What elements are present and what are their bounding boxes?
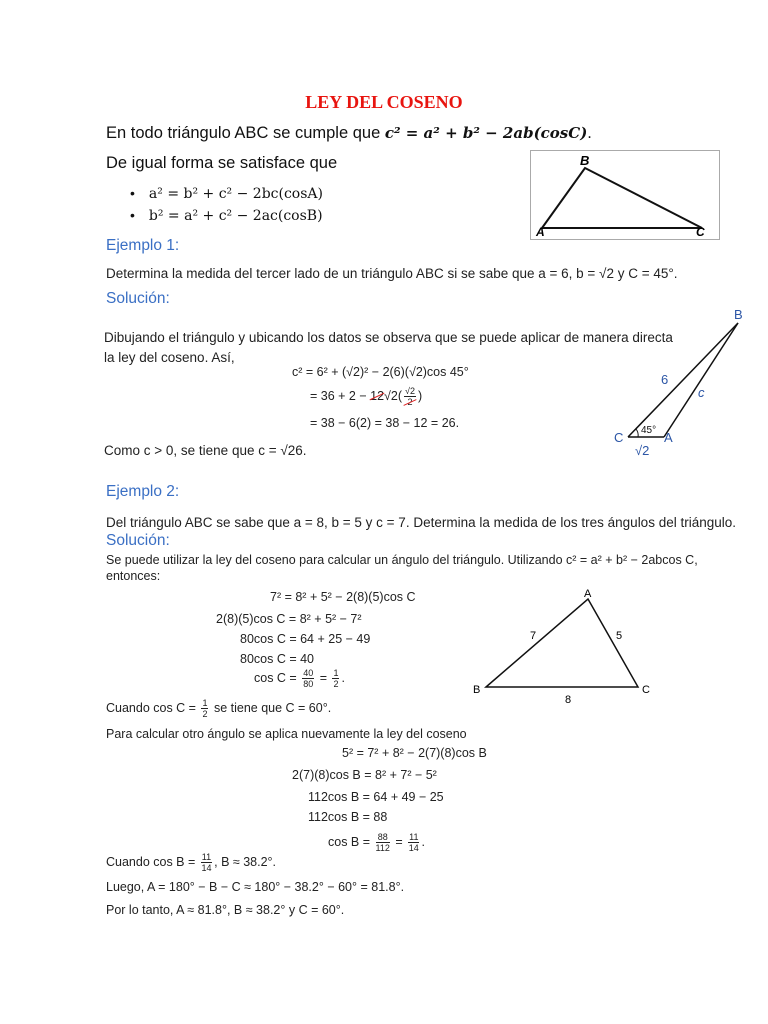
cuando2-a: Cuando cos B =: [106, 854, 199, 869]
equation-3-4: 112cos B = 88: [308, 810, 388, 824]
por-lo-tanto: Por lo tanto, A ≈ 81.8°, B ≈ 38.2° y C = 60°.: [106, 903, 345, 917]
eqb5-f2-num: 11: [409, 832, 419, 842]
eq2-frac-den: 2: [404, 397, 416, 407]
equation-3-3: 112cos B = 64 + 49 − 25: [308, 790, 444, 804]
equation-1-3: = 38 − 6(2) = 38 − 12 = 26.: [310, 416, 460, 430]
equation-2-1: 7² = 8² + 5² − 2(8)(5)cos C: [270, 590, 416, 604]
page-title: LEY DEL COSENO: [305, 92, 463, 112]
solution-2-text-1: Se puede utilizar la ley del coseno para calcular un ángulo del triángulo. Utilizando c² = a² + b² − 2abcos C,: [106, 553, 698, 567]
equation-3-1: 5² = 7² + 8² − 2(7)(8)cos B: [342, 746, 487, 760]
solution-1-text-2: la ley del coseno. Así,: [104, 350, 235, 365]
vertex-label-b: B: [580, 153, 590, 168]
ejemplo-1-problem: Determina la medida del tercer lado de un triángulo ABC si se sabe que a = 6, b = √2 y C = 45°.: [106, 266, 678, 281]
eq5-f2-den: 2: [333, 679, 339, 689]
eq2-part-b: √2: [384, 388, 398, 403]
equation-2-3: 80cos C = 64 + 25 − 49: [240, 632, 371, 646]
intro-period: .: [587, 124, 592, 142]
triangle-figure-2: [608, 305, 758, 465]
vertex-label-a: A: [536, 225, 545, 239]
eq2-part-a: = 36 + 2 −: [310, 388, 371, 403]
fig2-side-a: 6: [661, 372, 669, 387]
cuando1-num: 1: [202, 698, 208, 708]
ejemplo-2-heading: Ejemplo 2:: [106, 483, 180, 500]
eq5-f1-num: 40: [303, 668, 314, 678]
conclusion-1: Como c > 0, se tiene que c = √26.: [104, 443, 307, 458]
cuando1-a: Cuando cos C =: [106, 700, 200, 715]
equation-1-2: = 36 + 2 − 12√2( $\frac{√2}{2}$ ): [310, 386, 423, 407]
cuando2-b: , B ≈ 38.2°.: [214, 854, 277, 869]
solucion-1-heading: Solución:: [106, 290, 170, 307]
cuando-cos-c: [106, 698, 331, 719]
equation-2-2: 2(8)(5)cos C = 8² + 5² − 7²: [216, 612, 362, 626]
eq5-lhs: cos C =: [254, 670, 301, 685]
luego: Luego, A = 180° − B − C ≈ 180° − 38.2° − 60° = 81.8°.: [106, 880, 405, 894]
fig2-label-c: C: [614, 430, 624, 445]
fig3-side-8: 8: [565, 694, 572, 706]
eq2-struck: 12: [370, 388, 385, 403]
equation-2-4: 80cos C = 40: [240, 652, 315, 666]
solution-2-text-2: entonces:: [106, 569, 161, 583]
ejemplo-2-problem: Del triángulo ABC se sabe que a = 8, b = 5 y c = 7. Determina la medida de los tres ángulos del triángulo.: [106, 515, 736, 530]
eqb5-f1-den: 112: [375, 843, 390, 853]
eq2-frac-num: √2: [405, 386, 415, 396]
formula-b: b² = a² + c² − 2ac(cosB): [148, 208, 323, 224]
intro-line-2: De igual forma se satisface que: [106, 154, 338, 172]
fig3-side-7: 7: [530, 630, 537, 642]
solution-1-text-1: Dibujando el triángulo y ubicando los datos se observa que se puede aplicar de manera directa: [104, 330, 673, 345]
list-item: • b² = a² + c² − 2ac(cosB): [130, 207, 323, 224]
fig2-side-c: c: [698, 385, 705, 400]
cuando2-num: 11: [201, 852, 212, 862]
intro-text: En todo triángulo ABC se cumple que: [106, 124, 385, 142]
cuando1-den: 2: [202, 709, 208, 719]
fig2-angle: 45°: [641, 425, 657, 436]
ejemplo-1-heading: Ejemplo 1:: [106, 237, 180, 254]
equation-1-1: c² = 6² + (√2)² − 2(6)(√2)cos 45°: [292, 365, 469, 379]
triangle-figure-3: [470, 585, 660, 710]
formula-a: a² = b² + c² − 2bc(cosA): [148, 186, 323, 202]
formula-list: [130, 185, 323, 229]
eq5-f1-den: 80: [303, 679, 314, 689]
law-formula: c² = a² + b² − 2ab(cosC): [384, 124, 588, 142]
intro-line-1: [106, 124, 592, 143]
solucion-2-heading: Solución:: [106, 532, 170, 549]
fig3-label-b: B: [473, 684, 481, 696]
cuando2-den: 14: [201, 863, 212, 873]
eqb5-lhs: cos B =: [328, 834, 374, 849]
eqb5-f1-num: 88: [376, 832, 390, 843]
cuando-cos-b: [106, 852, 276, 873]
equation-2-5: cos C = $\frac{40}{80}$ = $\frac{1}{2}$ .: [254, 668, 345, 689]
vertex-label-c: C: [696, 225, 705, 239]
para-calcular: Para calcular otro ángulo se aplica nuevamente la ley del coseno: [106, 727, 467, 741]
eq5-f2-num: 1: [333, 668, 339, 678]
eqb5-f2-den: 14: [408, 843, 419, 853]
triangle-figure-1: [530, 150, 720, 240]
fig3-label-c: C: [642, 684, 650, 696]
fig2-label-a: A: [664, 430, 673, 445]
equation-3-2: 2(7)(8)cos B = 8² + 7² − 5²: [292, 768, 437, 782]
equation-3-5: cos B = $\frac{88}{112}$ = $\frac{11}{14}$ .: [328, 832, 425, 853]
fig3-label-a: A: [584, 588, 592, 600]
cuando1-b: se tiene que C = 60°.: [210, 700, 332, 715]
fig2-side-b: √2: [635, 443, 650, 458]
fig3-side-5: 5: [616, 630, 623, 642]
list-item: • a² = b² + c² − 2bc(cosA): [130, 185, 323, 202]
fig2-label-b: B: [734, 307, 743, 322]
